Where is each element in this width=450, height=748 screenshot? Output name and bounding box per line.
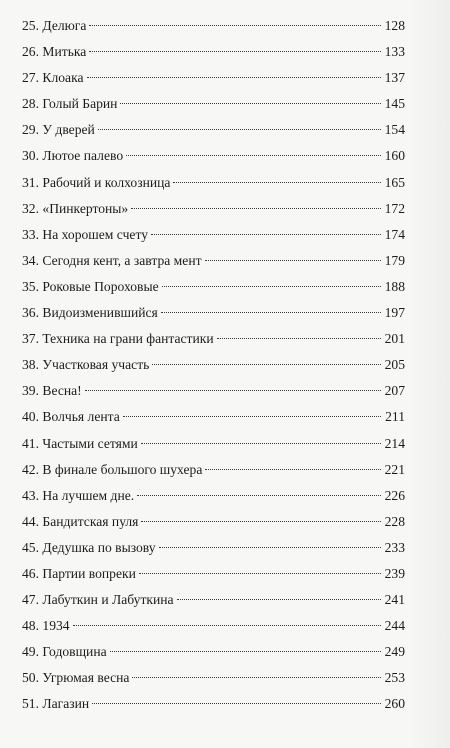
toc-entry-page-number: 221 <box>384 461 405 477</box>
toc-entry <box>22 561 405 587</box>
toc-entry-page-number: 228 <box>384 513 405 529</box>
toc-entry-page-number: 165 <box>384 174 405 190</box>
toc-entry-page-number: 239 <box>384 565 405 581</box>
dot-leader <box>151 234 381 235</box>
toc-entry-title: 38. Участковая участь <box>22 357 150 373</box>
toc-entry-title: 46. Партии вопреки <box>22 565 136 581</box>
dot-leader <box>137 495 380 496</box>
toc-entry-title: 26. Митька <box>22 44 87 60</box>
toc-entry-page-number: 174 <box>384 226 405 242</box>
table-of-contents <box>22 13 405 718</box>
toc-entry-title: 44. Бандитская пуля <box>22 513 139 529</box>
toc-entry <box>22 431 405 457</box>
toc-entry-title: 51. Лагазин <box>22 696 90 712</box>
toc-entry <box>22 352 405 378</box>
dot-leader <box>89 25 380 26</box>
toc-entry-title: 36. Видоизменившийся <box>22 305 158 321</box>
dot-leader <box>85 390 381 391</box>
toc-entry <box>22 691 405 717</box>
toc-entry <box>22 39 405 65</box>
toc-entry <box>22 196 405 222</box>
toc-entry <box>22 535 405 561</box>
toc-entry-title: 48. 1934 <box>22 618 70 634</box>
dot-leader <box>87 77 381 78</box>
dot-leader <box>161 312 381 313</box>
toc-entry <box>22 326 405 352</box>
toc-entry <box>22 613 405 639</box>
toc-entry-page-number: 253 <box>384 670 405 686</box>
dot-leader <box>139 573 381 574</box>
toc-entry <box>22 457 405 483</box>
dot-leader <box>162 286 381 287</box>
toc-entry-page-number: 214 <box>384 435 405 451</box>
dot-leader <box>92 703 380 704</box>
dot-leader <box>159 547 381 548</box>
dot-leader <box>126 155 380 156</box>
page-edge-shadow <box>410 0 450 748</box>
toc-entry-page-number: 260 <box>384 696 405 712</box>
dot-leader <box>152 364 380 365</box>
toc-entry-title: 50. Угрюмая весна <box>22 670 130 686</box>
toc-entry <box>22 65 405 91</box>
toc-entry <box>22 170 405 196</box>
dot-leader <box>217 338 381 339</box>
toc-entry-title: 27. Клоака <box>22 70 84 86</box>
toc-entry-page-number: 145 <box>384 96 405 112</box>
toc-entry-page-number: 154 <box>384 122 405 138</box>
toc-entry <box>22 248 405 274</box>
toc-entry-page-number: 179 <box>384 252 405 268</box>
toc-entry-page-number: 133 <box>384 44 405 60</box>
dot-leader <box>89 51 380 52</box>
dot-leader <box>141 443 381 444</box>
toc-entry-title: 33. На хорошем счету <box>22 226 149 242</box>
toc-entry <box>22 274 405 300</box>
toc-entry-page-number: 211 <box>385 409 405 425</box>
toc-entry <box>22 639 405 665</box>
toc-entry-page-number: 207 <box>384 383 405 399</box>
toc-entry-page-number: 226 <box>384 487 405 503</box>
toc-entry-title: 45. Дедушка по вызову <box>22 539 156 555</box>
toc-entry-title: 29. У дверей <box>22 122 95 138</box>
toc-entry-title: 30. Лютое палево <box>22 148 124 164</box>
toc-entry-title: 41. Частыми сетями <box>22 435 138 451</box>
dot-leader <box>141 521 380 522</box>
toc-entry <box>22 665 405 691</box>
dot-leader <box>98 129 381 130</box>
dot-leader <box>177 599 381 600</box>
toc-entry-title: 43. На лучшем дне. <box>22 487 135 503</box>
toc-entry-page-number: 233 <box>384 539 405 555</box>
toc-entry-page-number: 205 <box>384 357 405 373</box>
toc-entry <box>22 143 405 169</box>
toc-entry-title: 28. Голый Барин <box>22 96 118 112</box>
toc-entry-title: 49. Годовщина <box>22 644 107 660</box>
dot-leader <box>205 260 381 261</box>
toc-entry-page-number: 172 <box>384 200 405 216</box>
toc-entry-title: 37. Техника на грани фантастики <box>22 331 214 347</box>
toc-entry-title: 40. Волчья лента <box>22 409 120 425</box>
toc-entry-title: 34. Сегодня кент, а завтра мент <box>22 252 202 268</box>
toc-entry <box>22 378 405 404</box>
toc-entry <box>22 300 405 326</box>
dot-leader <box>132 677 380 678</box>
toc-entry-page-number: 241 <box>384 592 405 608</box>
toc-entry-page-number: 201 <box>384 331 405 347</box>
toc-entry-title: 31. Рабочий и колхозница <box>22 174 171 190</box>
toc-entry <box>22 222 405 248</box>
toc-entry-page-number: 137 <box>384 70 405 86</box>
toc-entry <box>22 587 405 613</box>
toc-entry <box>22 509 405 535</box>
toc-entry-page-number: 188 <box>384 278 405 294</box>
toc-entry-title: 32. «Пинкертоны» <box>22 200 129 216</box>
toc-entry <box>22 117 405 143</box>
toc-entry-title: 42. В финале большого шухера <box>22 461 203 477</box>
dot-leader <box>73 625 381 626</box>
dot-leader <box>173 182 380 183</box>
dot-leader <box>205 469 380 470</box>
toc-entry <box>22 13 405 39</box>
toc-entry-page-number: 249 <box>384 644 405 660</box>
toc-entry-page-number: 128 <box>384 18 405 33</box>
toc-entry-page-number: 160 <box>384 148 405 164</box>
dot-leader <box>131 208 380 209</box>
toc-entry-title: 25. Делюга <box>22 18 87 33</box>
toc-entry-title: 47. Лабуткин и Лабуткина <box>22 592 174 608</box>
dot-leader <box>120 103 380 104</box>
toc-entry-page-number: 197 <box>384 305 405 321</box>
toc-entry-title: 39. Весна! <box>22 383 82 399</box>
toc-entry-title: 35. Роковые Пороховые <box>22 278 159 294</box>
toc-entry <box>22 91 405 117</box>
dot-leader <box>110 651 381 652</box>
toc-entry <box>22 483 405 509</box>
toc-entry <box>22 404 405 430</box>
dot-leader <box>123 416 381 417</box>
toc-entry-page-number: 244 <box>384 618 405 634</box>
